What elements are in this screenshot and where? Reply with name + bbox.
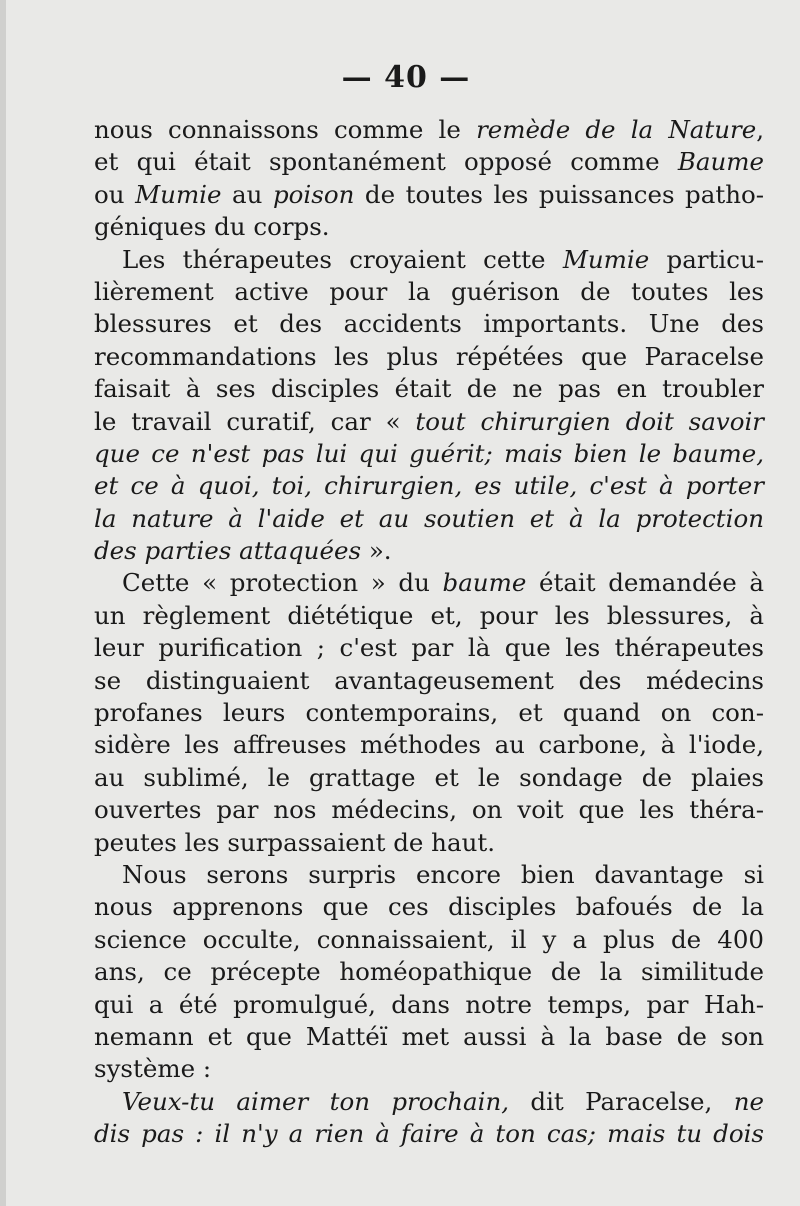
text-segment: profanes leurs contemporains, et quand on con-	[94, 698, 764, 728]
italic-text: Mumie	[135, 179, 222, 209]
text-line	[94, 179, 764, 211]
text-segment: Cette « protection » du	[122, 568, 443, 598]
body-text	[94, 114, 764, 1151]
text-segment: peutes les surpassaient de haut.	[94, 827, 495, 857]
italic-text: et ce à quoi, toi, chirurgien, es utile, c'est à porter	[94, 471, 764, 501]
text-line	[94, 470, 764, 502]
italic-text: tout chirurgien doit savoir	[415, 406, 764, 436]
text-segment: système :	[94, 1054, 212, 1084]
text-line	[94, 1086, 764, 1118]
text-segment: ».	[361, 536, 392, 566]
text-line	[94, 503, 764, 535]
text-line	[94, 535, 764, 567]
text-segment: Les thérapeutes croyaient cette	[122, 244, 563, 274]
text-segment: ouvertes par nos médecins, on voit que les théra-	[94, 795, 764, 825]
italic-text: Baume	[677, 147, 764, 177]
text-line	[94, 697, 764, 729]
text-segment: au sublimé, le grattage et le sondage de plaies	[94, 762, 764, 792]
italic-text: des parties attaquées	[94, 536, 362, 566]
italic-text: que ce n'est pas lui qui guérit; mais bien le baume,	[94, 438, 764, 468]
text-line	[94, 276, 764, 308]
italic-text: baume	[442, 568, 527, 598]
text-segment: un règlement diététique et, pour les blessures, à	[94, 600, 764, 630]
text-segment: était demandée à	[526, 568, 764, 598]
italic-text: Veux-tu aimer ton prochain,	[122, 1086, 510, 1116]
text-line	[94, 146, 764, 178]
text-segment: ans, ce précepte homéopathique de la similitude	[94, 957, 764, 987]
text-segment: particu-	[649, 244, 764, 274]
text-segment: science occulte, connaissaient, il y a plus de 400	[94, 924, 764, 954]
text-line	[94, 924, 764, 956]
italic-text: Mumie	[562, 244, 650, 274]
text-line	[94, 244, 764, 276]
text-line	[94, 859, 764, 891]
italic-text: la nature à l'aide et au soutien et à la protection	[94, 503, 764, 533]
text-segment: faisait à ses disciples était de ne pas en troubler	[94, 374, 764, 404]
page-number: — 40 —	[341, 60, 471, 95]
italic-text: ne	[733, 1086, 764, 1116]
text-line	[94, 438, 764, 470]
text-line	[94, 1021, 764, 1053]
text-line	[94, 794, 764, 826]
text-segment: nous apprenons que ces disciples bafoués de la	[94, 892, 764, 922]
text-line	[94, 827, 764, 859]
text-segment: lièrement active pour la guérison de toutes les	[94, 276, 764, 306]
text-line	[94, 891, 764, 923]
italic-text: dis pas : il n'y a rien à faire à ton cas; mais tu dois	[94, 1119, 764, 1149]
text-segment: ou	[94, 179, 136, 209]
italic-text: remède de la Nature	[476, 115, 757, 144]
text-segment: au	[221, 179, 273, 209]
text-line	[94, 211, 764, 243]
text-segment: recommandations les plus répétées que Paracelse	[94, 341, 764, 371]
text-line	[94, 600, 764, 632]
text-line	[94, 1118, 764, 1150]
text-segment: le travail curatif, car «	[94, 406, 416, 436]
text-line	[94, 989, 764, 1021]
text-line	[94, 406, 764, 438]
text-segment: se distinguaient avantageusement des médecins	[94, 665, 764, 695]
text-line	[94, 114, 764, 146]
text-segment: blessures et des accidents importants. Une des	[94, 309, 764, 339]
text-line	[94, 567, 764, 599]
text-segment: leur purification ; c'est par là que les thérapeutes	[94, 633, 764, 663]
text-segment: ,	[756, 115, 764, 144]
text-segment: qui a été promulgué, dans notre temps, par Hah-	[94, 989, 764, 1019]
text-line	[94, 956, 764, 988]
text-segment: et qui était spontanément opposé comme	[94, 147, 678, 177]
text-segment: sidère les affreuses méthodes au carbone, à l'iode,	[94, 730, 764, 760]
text-segment: nemann et que Mattéï met aussi à la base de son	[94, 1021, 764, 1051]
text-line	[94, 1053, 764, 1085]
text-line	[94, 729, 764, 761]
text-line	[94, 308, 764, 340]
text-segment: nous connaissons comme le	[94, 115, 477, 144]
text-segment: géniques du corps.	[94, 212, 330, 242]
text-line	[94, 373, 764, 405]
italic-text: poison	[272, 179, 355, 209]
text-segment: dit Paracelse,	[509, 1086, 734, 1116]
text-line	[94, 632, 764, 664]
text-line	[94, 762, 764, 794]
text-line	[94, 341, 764, 373]
text-line	[94, 665, 764, 697]
text-segment: de toutes les puissances patho-	[354, 179, 764, 209]
text-segment: Nous serons surpris encore bien davantage si	[122, 859, 764, 889]
